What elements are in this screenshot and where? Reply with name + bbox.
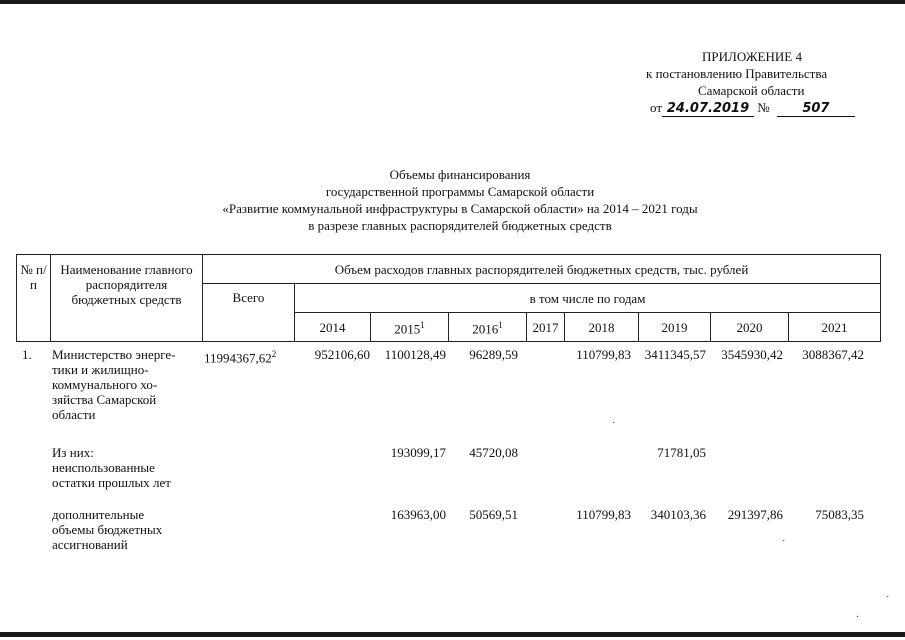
row-name-line: тики и жилищно- bbox=[52, 362, 149, 377]
title-line-2: государственной программы Самарской области bbox=[325, 184, 595, 199]
footnote-mark: 2 bbox=[271, 349, 277, 359]
annex-line-3: Самарской области bbox=[698, 83, 805, 98]
row-name bbox=[52, 347, 204, 422]
header-year: 2017 bbox=[527, 313, 565, 342]
cell-year-value: 291397,86 bbox=[727, 507, 783, 522]
header-year: 2021 bbox=[789, 313, 881, 342]
row-number: 1. bbox=[22, 347, 32, 362]
title-line-4: в разрезе главных распорядителей бюджетных средств bbox=[308, 218, 612, 233]
cell-year-value: 193099,17 bbox=[390, 445, 446, 460]
row-name-line: зяйства Самарской bbox=[52, 392, 157, 407]
row-name-line: остатки прошлых лет bbox=[52, 475, 171, 490]
annex-line-1: ПРИЛОЖЕНИЕ 4 bbox=[702, 49, 802, 64]
cell-year-value: 75083,35 bbox=[815, 507, 864, 522]
cell-year-value: 3411345,57 bbox=[644, 347, 706, 362]
row-name bbox=[52, 507, 204, 552]
cell-year-value: 3545930,42 bbox=[721, 347, 783, 362]
cell-year-value: 110799,83 bbox=[576, 347, 631, 362]
annex-header bbox=[640, 48, 880, 117]
row-name-line: ассигнований bbox=[52, 537, 128, 552]
header-year: 2018 bbox=[565, 313, 639, 342]
cell-year-value: 110799,83 bbox=[576, 507, 631, 522]
cell-year-value: 1100128,49 bbox=[384, 347, 446, 362]
header-year: 2016$^1$ bbox=[449, 313, 527, 342]
row-name-line: неиспользованные bbox=[52, 460, 155, 475]
cell-total: 11994367,62$^2$ bbox=[204, 349, 277, 366]
header-name: Наименование главного распорядителя бюджетных средств bbox=[51, 255, 203, 342]
annex-line-2: к постановлению Правительства bbox=[646, 66, 828, 81]
row-name-line: Министерство энерге- bbox=[52, 347, 176, 362]
date-prefix: от bbox=[650, 100, 663, 115]
handwritten-number: 507 bbox=[777, 102, 855, 117]
row-name-line: коммунального хо- bbox=[52, 377, 158, 392]
header-year: 2015$^1$ bbox=[371, 313, 449, 342]
row-name-line: Из них: bbox=[52, 445, 94, 460]
top-scan-border bbox=[0, 0, 905, 4]
document-title bbox=[150, 166, 770, 234]
number-label: № bbox=[757, 100, 770, 115]
handwritten-date: 24.07.2019 bbox=[662, 102, 754, 117]
scan-speck: · bbox=[886, 592, 890, 603]
title-line-3: «Развитие коммунальной инфраструктуры в Самарской области» на 2014 – 2021 годы bbox=[222, 201, 698, 216]
scan-speck: · bbox=[782, 536, 786, 547]
cell-year-value: 952106,60 bbox=[314, 347, 370, 362]
footnote-mark: 1 bbox=[498, 319, 503, 330]
header-year: 2019 bbox=[639, 313, 711, 342]
cell-year-value: 340103,36 bbox=[650, 507, 706, 522]
cell-year-value: 45720,08 bbox=[469, 445, 518, 460]
cell-year-value: 3088367,42 bbox=[802, 347, 864, 362]
scan-speck: · bbox=[612, 418, 616, 429]
cell-year-value: 163963,00 bbox=[390, 507, 446, 522]
header-group: Объем расходов главных распорядителей бюджетных средств, тыс. рублей bbox=[203, 255, 881, 284]
row-name bbox=[52, 445, 204, 490]
bottom-scan-border bbox=[0, 632, 905, 637]
header-num: № п/п bbox=[17, 255, 51, 342]
row-name-line: объемы бюджетных bbox=[52, 522, 163, 537]
footnote-mark: 1 bbox=[420, 319, 425, 330]
header-year: 2014 bbox=[295, 313, 371, 342]
scan-speck: · bbox=[856, 612, 860, 623]
budget-table-header bbox=[16, 254, 881, 342]
cell-year-value: 50569,51 bbox=[469, 507, 518, 522]
row-name-line: области bbox=[52, 407, 96, 422]
title-line-1: Объемы финансирования bbox=[389, 167, 531, 182]
cell-year-value: 71781,05 bbox=[657, 445, 706, 460]
annex-date-line bbox=[640, 99, 880, 117]
header-by-years: в том числе по годам bbox=[295, 284, 881, 313]
header-total: Всего bbox=[203, 284, 295, 342]
header-year: 2020 bbox=[711, 313, 789, 342]
row-name-line: дополнительные bbox=[52, 507, 145, 522]
cell-year-value: 96289,59 bbox=[469, 347, 518, 362]
